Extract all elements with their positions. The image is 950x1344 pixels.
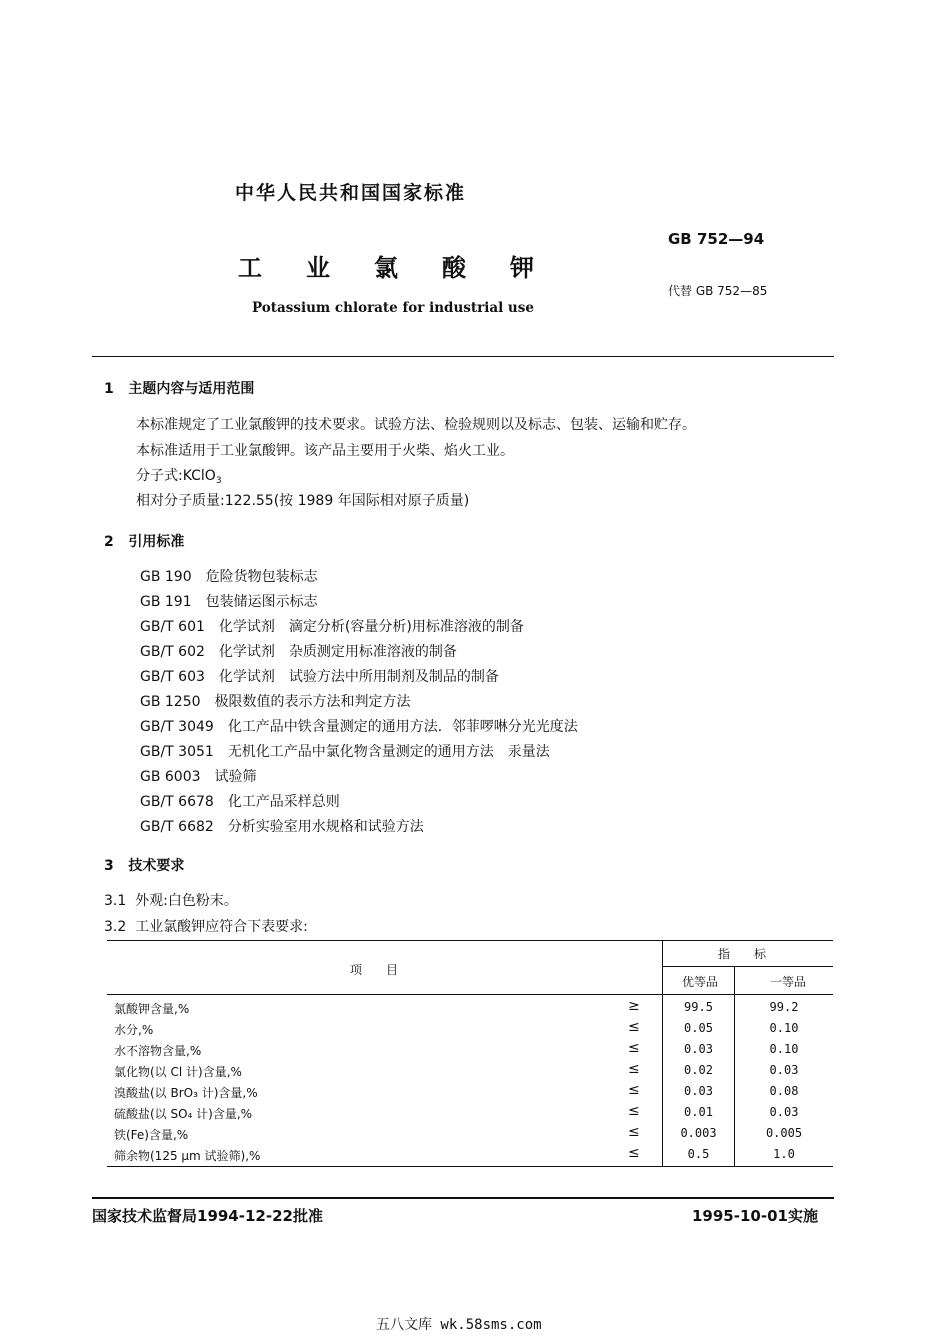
reference-item	[140, 741, 550, 761]
table-row-item: 水分,%	[114, 1023, 154, 1037]
reference-item	[140, 666, 499, 686]
effective-date: 1995-10-01实施	[692, 1207, 818, 1225]
table-row-grade-b: 0.03	[769, 1063, 799, 1077]
table-row-limit-symbol: ≥	[628, 998, 640, 1014]
header-divider	[92, 356, 834, 357]
molecular-mass: 相对分子质量:122.55(按 1989 年国际相对原子质量)	[136, 493, 470, 509]
clause-3-2-text: 工业氯酸钾应符合下表要求:	[135, 919, 308, 935]
reference-item	[140, 716, 578, 736]
table-row-grade-b: 0.08	[769, 1084, 799, 1098]
formula-subscript: 3	[215, 476, 222, 486]
section-3-number: 3	[104, 858, 114, 874]
reference-code: GB 1250	[140, 694, 201, 710]
reference-code: GB/T 603	[140, 669, 205, 685]
table-row-limit-symbol: ≤	[628, 1145, 640, 1161]
table-row-grade-a: 0.03	[684, 1042, 713, 1056]
section-1-number: 1	[104, 381, 114, 397]
clause-3-2	[104, 916, 308, 936]
section-1-para-2: 本标准适用于工业氯酸钾。该产品主要用于火柴、焰火工业。	[136, 443, 514, 459]
reference-title: 极限数值的表示方法和判定方法	[214, 694, 411, 710]
reference-title: 化学试剂 滴定分析(容量分析)用标准溶液的制备	[218, 619, 524, 635]
table-header-bottom-rule	[107, 994, 833, 995]
table-row-grade-a: 0.003	[680, 1126, 717, 1140]
table-row-limit-symbol: ≤	[628, 1082, 640, 1098]
document-title-english: Potassium chlorate for industrial use	[252, 300, 534, 316]
table-row-item: 溴酸盐(以 BrO₃ 计)含量,%	[114, 1086, 258, 1100]
reference-item	[140, 641, 457, 661]
formula-text: 分子式:KClO	[136, 468, 216, 484]
table-row-grade-a: 0.01	[684, 1105, 713, 1119]
reference-item	[140, 591, 318, 611]
reference-item	[140, 791, 340, 811]
reference-title: 分析实验室用水规格和试验方法	[227, 819, 424, 835]
reference-title: 包装储运图示标志	[205, 594, 318, 610]
table-row-item: 硫酸盐(以 SO₄ 计)含量,%	[114, 1107, 253, 1121]
table-row-limit-symbol: ≤	[628, 1061, 640, 1077]
reference-code: GB/T 601	[140, 619, 205, 635]
site-watermark: 五八文库 wk.58sms.com	[376, 1317, 542, 1333]
molecular-formula	[136, 465, 222, 486]
reference-item	[140, 816, 424, 836]
reference-title: 无机化工产品中氯化物含量测定的通用方法 汞量法	[227, 744, 550, 760]
clause-3-1-text: 外观:白色粉末。	[135, 893, 238, 909]
table-row-grade-a: 0.03	[684, 1084, 713, 1098]
clause-3-1	[104, 890, 238, 910]
table-row-item: 筛余物(125 μm 试验筛),%	[114, 1149, 261, 1163]
section-3-title: 技术要求	[128, 858, 185, 874]
table-row-grade-b: 0.005	[765, 1126, 803, 1140]
table-header-item: 项 目	[350, 963, 399, 977]
clause-3-2-number: 3.2	[104, 919, 127, 935]
reference-title: 试验筛	[214, 769, 257, 785]
clause-3-1-number: 3.1	[104, 893, 127, 909]
reference-code: GB 191	[140, 594, 192, 610]
document-title: 工业氯酸钾	[238, 254, 578, 282]
table-row-limit-symbol: ≤	[628, 1040, 640, 1056]
table-row-limit-symbol: ≤	[628, 1124, 640, 1140]
section-3-heading	[104, 855, 184, 875]
footer-divider	[92, 1197, 834, 1199]
reference-code: GB/T 3051	[140, 744, 214, 760]
reference-item	[140, 616, 524, 636]
table-row-grade-a: 0.05	[684, 1021, 713, 1035]
table-header-divider	[662, 966, 833, 967]
table-row-limit-symbol: ≤	[628, 1019, 640, 1035]
reference-code: GB 6003	[140, 769, 201, 785]
section-2-number: 2	[104, 534, 114, 550]
reference-title: 化工产品采样总则	[227, 794, 340, 810]
table-row-limit-symbol: ≤	[628, 1103, 640, 1119]
reference-title: 化学试剂 杂质测定用标准溶液的制备	[218, 644, 457, 660]
table-row-grade-b: 0.03	[769, 1105, 799, 1119]
table-top-rule	[107, 940, 833, 941]
table-row-grade-b: 0.10	[769, 1042, 799, 1056]
reference-title: 化学试剂 试验方法中所用制剂及制品的制备	[218, 669, 499, 685]
reference-item	[140, 691, 411, 711]
approval-date: 国家技术监督局1994-12-22批准	[92, 1207, 323, 1225]
section-1-para-1: 本标准规定了工业氯酸钾的技术要求。试验方法、检验规则以及标志、包装、运输和贮存。	[136, 417, 696, 433]
table-header-index: 指 标	[718, 947, 767, 961]
table-row-item: 水不溶物含量,%	[114, 1044, 202, 1058]
reference-title: 危险货物包装标志	[205, 569, 318, 585]
table-row-grade-b: 0.10	[769, 1021, 799, 1035]
table-header-grade-b: 一等品	[770, 975, 807, 989]
table-row-grade-a: 99.5	[684, 1000, 713, 1014]
section-2-title: 引用标准	[128, 534, 185, 550]
reference-item	[140, 566, 318, 586]
table-row-grade-a: 0.02	[684, 1063, 713, 1077]
table-row-grade-b: 99.2	[769, 1000, 799, 1014]
reference-item	[140, 766, 257, 786]
standard-code: GB 752—94	[668, 230, 765, 248]
reference-code: GB/T 602	[140, 644, 205, 660]
table-row-grade-b: 1.0	[773, 1147, 795, 1161]
section-1-heading	[104, 378, 254, 398]
replaces-note: 代替 GB 752—85	[668, 284, 768, 298]
issuing-body: 中华人民共和国国家标准	[235, 182, 467, 204]
table-bottom-rule	[107, 1166, 833, 1167]
reference-code: GB/T 6678	[140, 794, 214, 810]
table-row-grade-a: 0.5	[687, 1147, 710, 1161]
table-row-item: 氯化物(以 Cl 计)含量,%	[114, 1065, 242, 1079]
reference-code: GB 190	[140, 569, 192, 585]
table-header-grade-a: 优等品	[682, 975, 719, 989]
reference-code: GB/T 3049	[140, 719, 214, 735]
reference-code: GB/T 6682	[140, 819, 214, 835]
table-row-item: 铁(Fe)含量,%	[114, 1128, 189, 1142]
section-2-heading	[104, 531, 184, 551]
reference-title: 化工产品中铁含量测定的通用方法．邻菲啰啉分光光度法	[227, 719, 578, 735]
section-1-title: 主题内容与适用范围	[128, 381, 255, 397]
table-row-item: 氯酸钾含量,%	[114, 1002, 190, 1016]
